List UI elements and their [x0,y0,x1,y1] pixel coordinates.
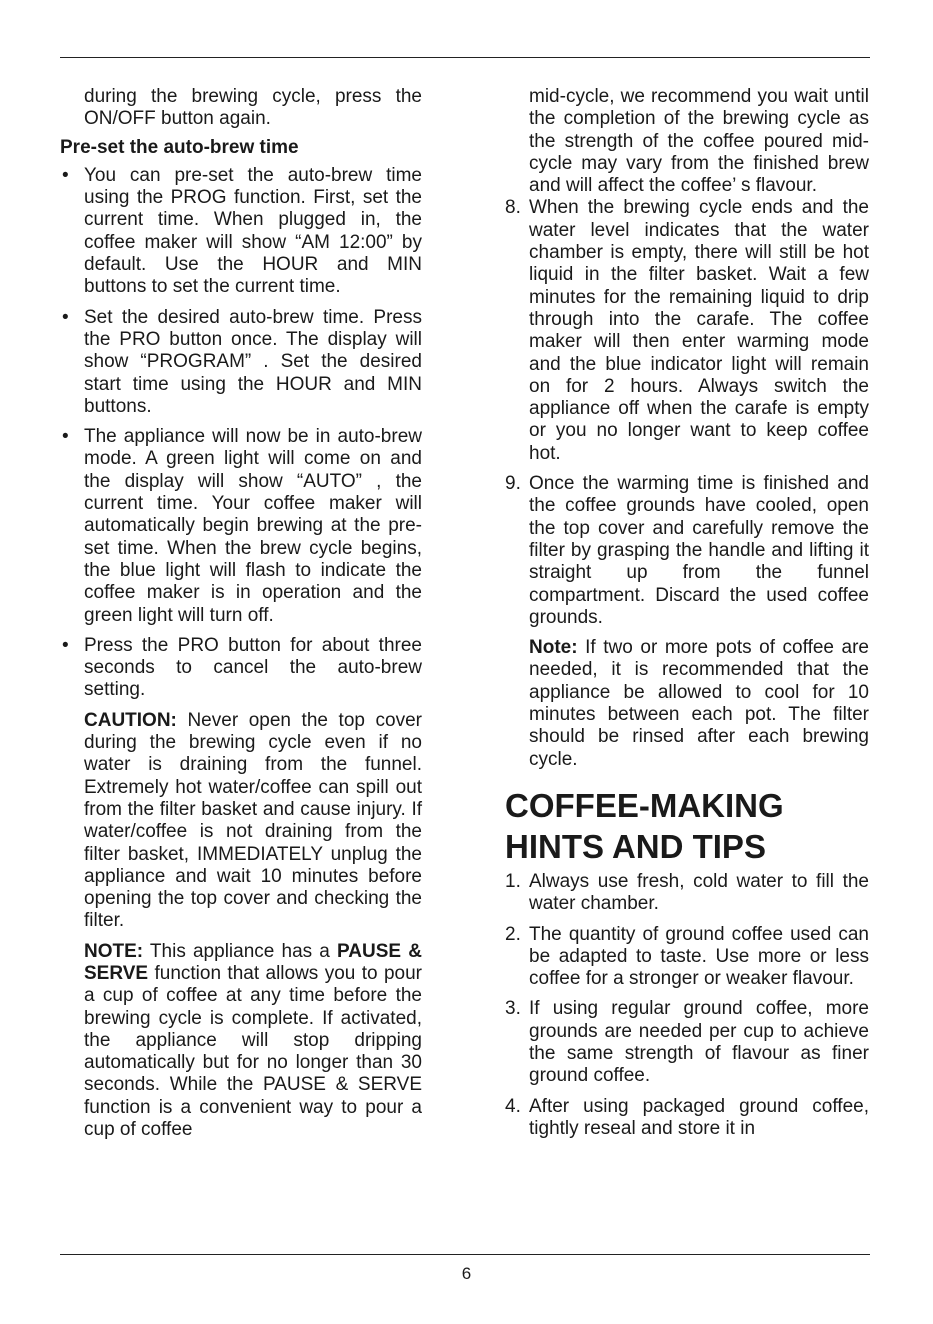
list-item: • Press the PRO button for about three seconds to cancel the auto-brew setting. [62,634,422,701]
right-continuation: mid-cycle, we recommend you wait until the completion of the brewing cycle as the strength of the coffee poured mid-cycle may vary from the finished brew and will affect the coffee’ s flavour. [529,86,869,197]
caution-label: CAUTION: [84,709,177,731]
step-number: 9. [505,473,521,495]
tip-number: 4. [505,1095,521,1117]
brewing-steps-list [505,197,869,629]
caution-paragraph: CAUTION: Never open the top cover during the brewing cycle even if no water is draining from the funnel. Extremely hot water/coffee can spill out from the filter basket and cause injury. If water/coffee is not draining from the filter basket, IMMEDIATELY unplug the appliance and wait 10 minutes before opening the top cover and checking the filter. [84,709,422,932]
list-item: 9. Once the warming time is finished and the coffee grounds have cooled, open the top cover and carefully remove the filter by grasping the handle and lifting it straight up from the funnel compartment. Discard the used coffee grounds. [505,473,869,628]
list-item: 2. The quantity of ground coffee used can be adapted to taste. Use more or less coffee for a stronger or weaker flavour. [505,923,869,990]
bullet-icon: • [62,426,69,448]
note-label: Note: [529,637,578,659]
note-paragraph: NOTE: This appliance has a PAUSE & SERVE function that allows you to pour a cup of coffee at any time before the brewing cycle is complete. If activated, the appliance will stop dripping automatically but for no longer than 30 seconds. While the PAUSE & SERVE function is a convenient way to pour a cup of coffee [84,940,422,1141]
footer-rule [60,1254,870,1255]
list-item: 8. When the brewing cycle ends and the water level indicates that the water chamber is empty, there will still be hot liquid in the filter basket. Wait a few minutes for the remaining liquid to drip through into the carafe. The coffee maker will then enter warming mode and the blue indicator light will remain on for 2 hours. Always switch the appliance off when the carafe is empty or you no longer want to keep coffee hot. [505,197,869,464]
intro-continuation: during the brewing cycle, press the ON/OFF button again. [84,86,422,130]
section-heading-preset: Pre-set the auto-brew time [60,136,299,158]
tip-number: 1. [505,870,521,892]
list-item: • Set the desired auto-brew time. Press the PRO button once. The display will show “PROGRAM” . Set the desired start time using the HOUR and MIN buttons. [62,306,422,417]
bullet-icon: • [62,164,69,186]
list-item: 4. After using packaged ground coffee, tightly reseal and store it in [505,1095,869,1139]
bullet-icon: • [62,634,69,656]
step-number: 8. [505,197,521,219]
page-number: 6 [461,1264,472,1283]
list-item: • The appliance will now be in auto-brew mode. A green light will come on and the display will show “AUTO” , the current time. Your coffee maker will automatically begin brewing at the pre-set time. When the brew cycle begins, the blue light will flash to indicate the coffee maker is in operation and the green light will turn off. [62,426,422,626]
header-rule [60,57,870,58]
right-column [505,86,869,1148]
tips-list [505,871,869,1140]
tip-number: 3. [505,998,521,1020]
list-item: 3. If using regular ground coffee, more grounds are needed per cup to achieve the same strength of flavour as finer ground coffee. [505,998,869,1087]
note-label: NOTE: [84,940,144,962]
pause-serve-term: PAUSE & SERVE [84,940,422,984]
bullet-icon: • [62,306,69,328]
note-paragraph-right: Note: If two or more pots of coffee are needed, it is recommended that the appliance be allowed to cool for 10 minutes between each pot. The filter should be rinsed after each brewing cycle. [529,637,869,770]
left-column [60,86,422,1141]
heading-line-1: COFFEE-MAKING [505,786,784,824]
page-title [505,785,869,867]
preset-bullet-list [60,165,422,702]
tip-number: 2. [505,923,521,945]
heading-line-2: HINTS AND TIPS [505,827,766,865]
list-item: 1. Always use fresh, cold water to fill the water chamber. [505,870,869,915]
list-item: • You can pre-set the auto-brew time using the PROG function. First, set the current time. When plugged in, the coffee maker will show “AM 12:00” by default. Use the HOUR and MIN buttons to set the current time. [62,164,422,298]
